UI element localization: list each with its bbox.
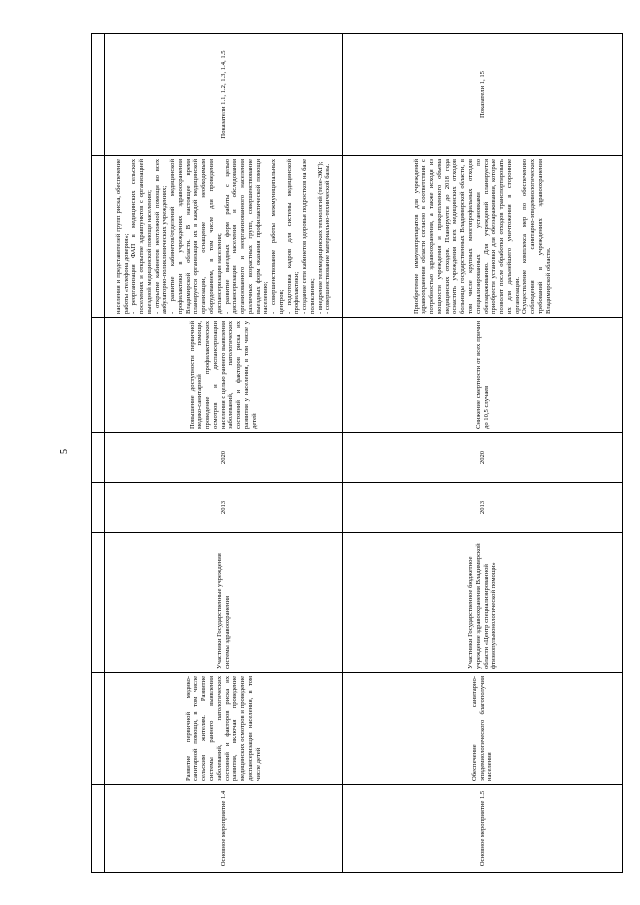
measure-content: [105, 156, 343, 318]
indicators: Показатели 1.1, 1.2, 1.3, 1.4, 1.5: [105, 34, 343, 156]
measure-label: Основное мероприятие 1.5: [343, 785, 623, 873]
content-line: Приобретение иммунопрепаратов для учреждений здравоохранения области согласно в соответствии с потребностью здравоохранения, а также исходя из мощности учреждения и прикрепленного объема медицинских отходов. Планируется до 2018 года оснастить учреждения всех медицинских отходов больницы государственных Владимирской области, в том числе крупных многопрофильных отходов специализированных установками по обеззараживанию. Для учреждений планируется приобрести установки для обеззараживания, которые позволят после обработки отходов транспортировать их для дальнейшего уничтожения в сторонние организации.: [412, 159, 521, 314]
measure-content: [343, 156, 623, 318]
content-line: Осуществление комплекса мер по обеспечению соблюдения санитарно-эпидемиологических требований в учреждениях здравоохранения Владимирской области.: [521, 159, 552, 314]
expected-result: Повышение доступности первичной медико-санитарной помощи, проведение профилактических осмотров и диспансеризации населения с целью раннего выявления заболеваний, патологических состояний и факторов риска их развития у населения, в том числе у детей: [105, 318, 343, 433]
indicators: Показатели 1, 15: [343, 34, 623, 156]
measure-executor: Участники Государственные учреждения системы здравоохранения: [105, 533, 343, 673]
measures-table: [91, 33, 623, 873]
content-line: - создание сети кабинетов здоровья подростков на базе поликлиник;: [301, 159, 316, 314]
content-line: - внедрение телемедицинских технологий (теле-ЭКГ);: [316, 161, 324, 314]
measure-name: Развитие первичной медико-санитарной помощи, в том числе сельским жителям. Развитие системы раннего выявления заболеваний, патологических состояний и факторов риска их развития, включая проведение медицинских осмотров и проведение диспансеризации населения, в том числе детей: [105, 673, 343, 785]
year-start: 2013: [343, 483, 623, 533]
top-strip-row: [92, 34, 105, 873]
content-line: - совершенствование материально-технической базы.: [324, 163, 332, 314]
year-end: 2020: [343, 433, 623, 483]
page-number: 5: [59, 449, 70, 454]
content-line: - совершенствование работы межмуниципальных центров;: [270, 159, 285, 314]
measure-label: Основное мероприятие 1.4: [105, 785, 343, 873]
rotated-table-wrapper: [91, 34, 623, 873]
content-line: населения и представителей групп риска, обеспечение работы «телефона доверия»;: [114, 159, 130, 314]
content-line: - реорганизация ФАП в медицинских сельских поселениях и открытие здравпунктов с организацией выездной медицинской помощи населению;: [130, 159, 153, 314]
content-line: - развитие выездных форм работы с целью диспансеризации населения и обследования организованного и неорганизованного населения различных возрастных групп, совершенствование выездных форм оказания профилактической помощи населению;: [223, 159, 270, 314]
year-start: 2013: [105, 483, 343, 533]
table-row: [105, 34, 343, 873]
content-line: - развитие кабинетов/отделений медицинской профилактики в учреждениях здравоохранения Владимирской области. В настоящее время планируется организация их в каждой медицинской организации, оснащение необходимым оборудованием, в том числе для проведения диспансеризации населения;: [169, 159, 223, 314]
content-line: - подготовка кадров для системы медицинской профилактики;: [285, 159, 301, 314]
measure-name: Обеспечение санитарно-эпидемиологического благополучия населения: [343, 673, 623, 785]
table-row: [343, 34, 623, 873]
measure-executor: Участники Государственное бюджетное учреждение здравоохранения Владимирской области «Центр специализированной фтизиопульмонологической помощи»: [343, 533, 623, 673]
content-line: - открытие кабинетов неотложной помощи во всех амбулаторно-поликлинических учреждениях;: [153, 159, 169, 314]
year-end: 2020: [105, 433, 343, 483]
expected-result: Снижение смертности от всех причин до 10,5 случаев: [343, 318, 623, 433]
